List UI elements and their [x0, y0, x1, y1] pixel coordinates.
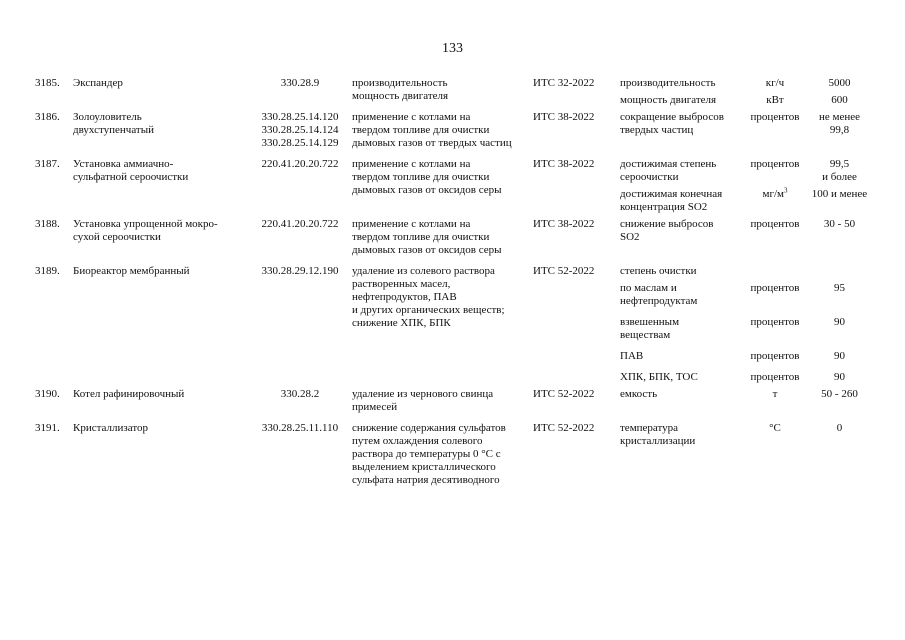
- parameter-unit: процентов: [750, 316, 800, 328]
- row-number: 3188.: [35, 218, 60, 230]
- page-number: 133: [442, 41, 463, 56]
- okpd-code: 220.41.20.20.722: [261, 218, 339, 230]
- parameter-value: 90: [834, 371, 845, 383]
- equipment-name: Экспандер: [73, 77, 123, 89]
- parameter-name: ПАВ: [620, 350, 644, 362]
- parameter-value: 100 и менее: [811, 188, 868, 200]
- okpd-code: 220.41.20.20.722: [261, 158, 339, 170]
- equipment-name: Золоуловитель двухступенчатый: [73, 111, 155, 136]
- parameter-name: мощность двигателя: [620, 94, 717, 106]
- parameter-unit: т: [772, 388, 778, 400]
- purpose-text: удаление из чернового свинца примесей: [352, 388, 494, 413]
- parameter-name: сокращение выбросов твердых частиц: [620, 111, 724, 136]
- row-number: 3191.: [35, 422, 60, 434]
- parameter-unit: кВт: [766, 94, 784, 106]
- parameter-value: 90: [834, 316, 845, 328]
- table-row: [35, 388, 875, 422]
- parameter-value: [804, 265, 875, 278]
- table-body: [35, 77, 875, 495]
- table-row: [35, 77, 875, 90]
- parameter-name: по маслам и нефтепродуктам: [620, 282, 698, 307]
- row-number: 3185.: [35, 77, 60, 89]
- okpd-code: 330.28.25.11.110: [261, 422, 339, 434]
- parameter-unit: процентов: [750, 350, 800, 362]
- parameter-value: 5000: [828, 77, 851, 89]
- purpose-text: производительность мощность двигателя: [352, 77, 449, 102]
- standard-ref: ИТС 38-2022: [533, 218, 595, 230]
- table-row: [35, 422, 875, 495]
- table-row: [35, 158, 875, 184]
- parameter-value: 0: [836, 422, 843, 434]
- parameter-unit: процентов: [750, 111, 800, 123]
- standard-ref: ИТС 32-2022: [533, 77, 595, 89]
- parameter-name: достижимая степень сероочистки: [620, 158, 717, 183]
- table-row: [35, 265, 875, 278]
- parameter-unit: процентов: [750, 218, 800, 230]
- parameter-name: производительность: [620, 77, 716, 89]
- equipment-table: [35, 77, 875, 495]
- standard-ref: ИТС 38-2022: [533, 111, 595, 123]
- equipment-name: Установка аммиачно- сульфатной сероочистки: [73, 158, 189, 183]
- purpose-text: применение с котлами на твердом топливе для очистки дымовых газов от твердых частиц: [352, 111, 512, 149]
- parameter-value: 600: [831, 94, 848, 106]
- parameter-value: 50 - 260: [821, 388, 858, 400]
- parameter-name: взвешенным веществам: [620, 316, 680, 341]
- row-number: 3190.: [35, 388, 60, 400]
- okpd-code: 330.28.29.12.190: [261, 265, 339, 277]
- row-number: 3186.: [35, 111, 60, 123]
- parameter-unit: процентов: [750, 158, 800, 170]
- parameter-unit: °C: [769, 422, 781, 434]
- parameter-unit: процентов: [750, 282, 800, 294]
- equipment-name: Котел рафинировочный: [73, 388, 185, 400]
- parameter-name: ХПК, БПК, ТОС: [620, 371, 698, 383]
- row-number: 3189.: [35, 265, 60, 277]
- purpose-text: снижение содержания сульфатов путем охлаждения солевого раствора до температуры 0 °C с выделением кристаллического сульфата натрия десятиводного: [352, 422, 506, 486]
- parameter-value: 99,5 и более: [822, 158, 857, 183]
- parameter-name: емкость: [620, 388, 658, 400]
- parameter-unit: [746, 265, 804, 278]
- parameter-value: 90: [834, 350, 845, 362]
- parameter-name: достижимая конечная концентрация SO2: [620, 188, 723, 213]
- okpd-code: 330.28.25.14.120 330.28.25.14.124 330.28.25.14.129: [261, 111, 339, 149]
- equipment-name: Биореактор мембранный: [73, 265, 190, 277]
- parameter-unit: $мг/м^3$: [762, 186, 788, 200]
- table-row: [35, 111, 875, 158]
- okpd-code: 330.28.9: [280, 77, 320, 89]
- okpd-code: 330.28.2: [280, 388, 320, 400]
- standard-ref: ИТС 52-2022: [533, 422, 595, 434]
- parameter-unit: кг/ч: [765, 77, 785, 89]
- purpose-text: применение с котлами на твердом топливе для очистки дымовых газов от оксидов серы: [352, 158, 502, 196]
- parameter-name: снижение выбросов SO2: [620, 218, 714, 243]
- unit-superscript: 3: [784, 186, 788, 195]
- parameter-value: не менее 99,8: [818, 111, 860, 136]
- parameter-name: степень очистки: [620, 265, 697, 277]
- parameter-value: 30 - 50: [823, 218, 856, 230]
- standard-ref: ИТС 52-2022: [533, 265, 595, 277]
- equipment-name: Установка упрощенной мокро- сухой сероочистки: [73, 218, 218, 243]
- table-row: [35, 218, 875, 265]
- equipment-name: Кристаллизатор: [73, 422, 148, 434]
- purpose-text: удаление из солевого раствора растворенных масел, нефтепродуктов, ПАВ и других органических веществ; снижение ХПК, БПК: [352, 265, 505, 329]
- parameter-unit: процентов: [750, 371, 800, 383]
- parameter-name: температура кристаллизации: [620, 422, 696, 447]
- parameter-value: 95: [834, 282, 845, 294]
- purpose-text: применение с котлами на твердом топливе для очистки дымовых газов от оксидов серы: [352, 218, 502, 256]
- row-number: 3187.: [35, 158, 60, 170]
- standard-ref: ИТС 52-2022: [533, 388, 595, 400]
- standard-ref: ИТС 38-2022: [533, 158, 595, 170]
